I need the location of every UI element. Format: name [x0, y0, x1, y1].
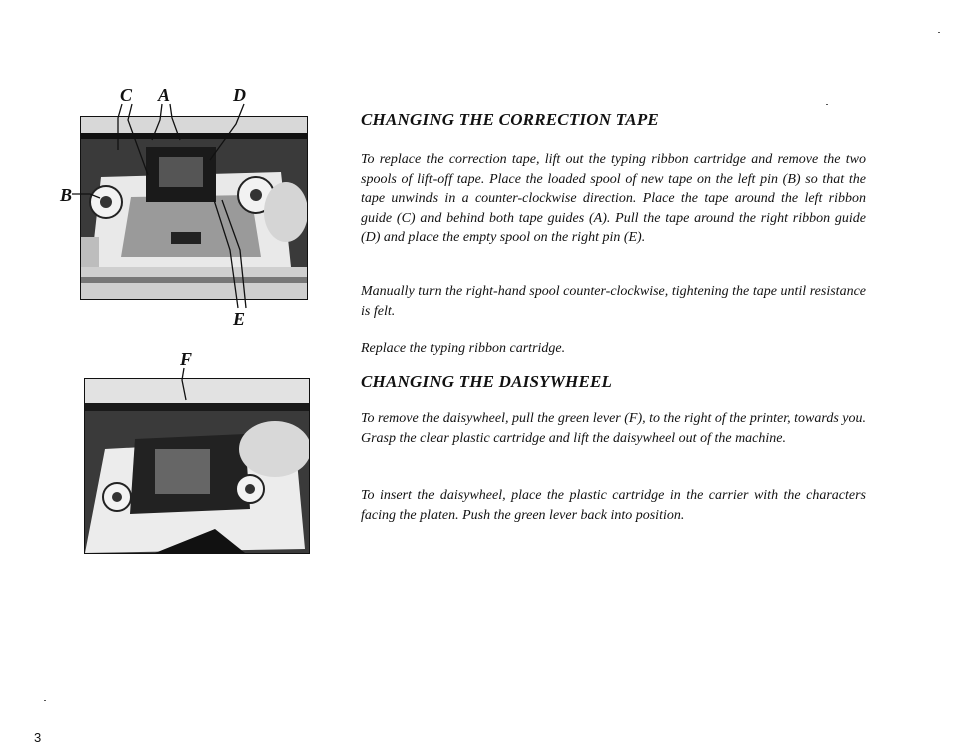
paragraph-replace-cartridge: Replace the typing ribbon cartridge. [361, 341, 566, 356]
page-number: 3 [34, 730, 42, 745]
figure-correction-tape-photo [80, 116, 308, 300]
callout-e: E [233, 309, 246, 329]
paragraph-remove-daisywheel: To remove the daisywheel, pull the green lever (F), to the right of the printer, towards you. Grasp the clear plastic cartridge and lift the daisywheel out of the machine. [361, 411, 866, 446]
scan-speck [938, 32, 940, 33]
paragraph-tighten-tape: Manually turn the right-hand spool counter-clockwise, tightening the tape until resistance is felt. [361, 284, 866, 319]
callout-c: C [120, 85, 133, 105]
section-heading-daisywheel: CHANGING THE DAISYWHEEL [361, 372, 613, 391]
scan-speck [826, 104, 828, 105]
section-heading-correction-tape: CHANGING THE CORRECTION TAPE [361, 110, 659, 129]
paragraph-insert-daisywheel: To insert the daisywheel, place the plastic cartridge in the carrier with the characters facing the platen. Push the green lever back into position. [361, 488, 866, 523]
scan-speck [44, 700, 46, 701]
figure-daisywheel-photo [84, 378, 310, 554]
callout-a: A [158, 85, 171, 105]
callout-f: F [180, 349, 193, 369]
callout-d: D [233, 85, 246, 105]
paragraph-replace-tape: To replace the correction tape, lift out the typing ribbon cartridge and remove the two spools of lift-off tape. Place the loaded spool of new tape on the left pin (B) so that the tape unwinds in a counter-clockwise direction. Place the tape around the left ribbon guide (C) and behind both tape guides (A). Pull the tape around the right ribbon guide (D) and place the empty spool on the right pin (E). [361, 152, 866, 246]
callout-b: B [60, 185, 73, 205]
